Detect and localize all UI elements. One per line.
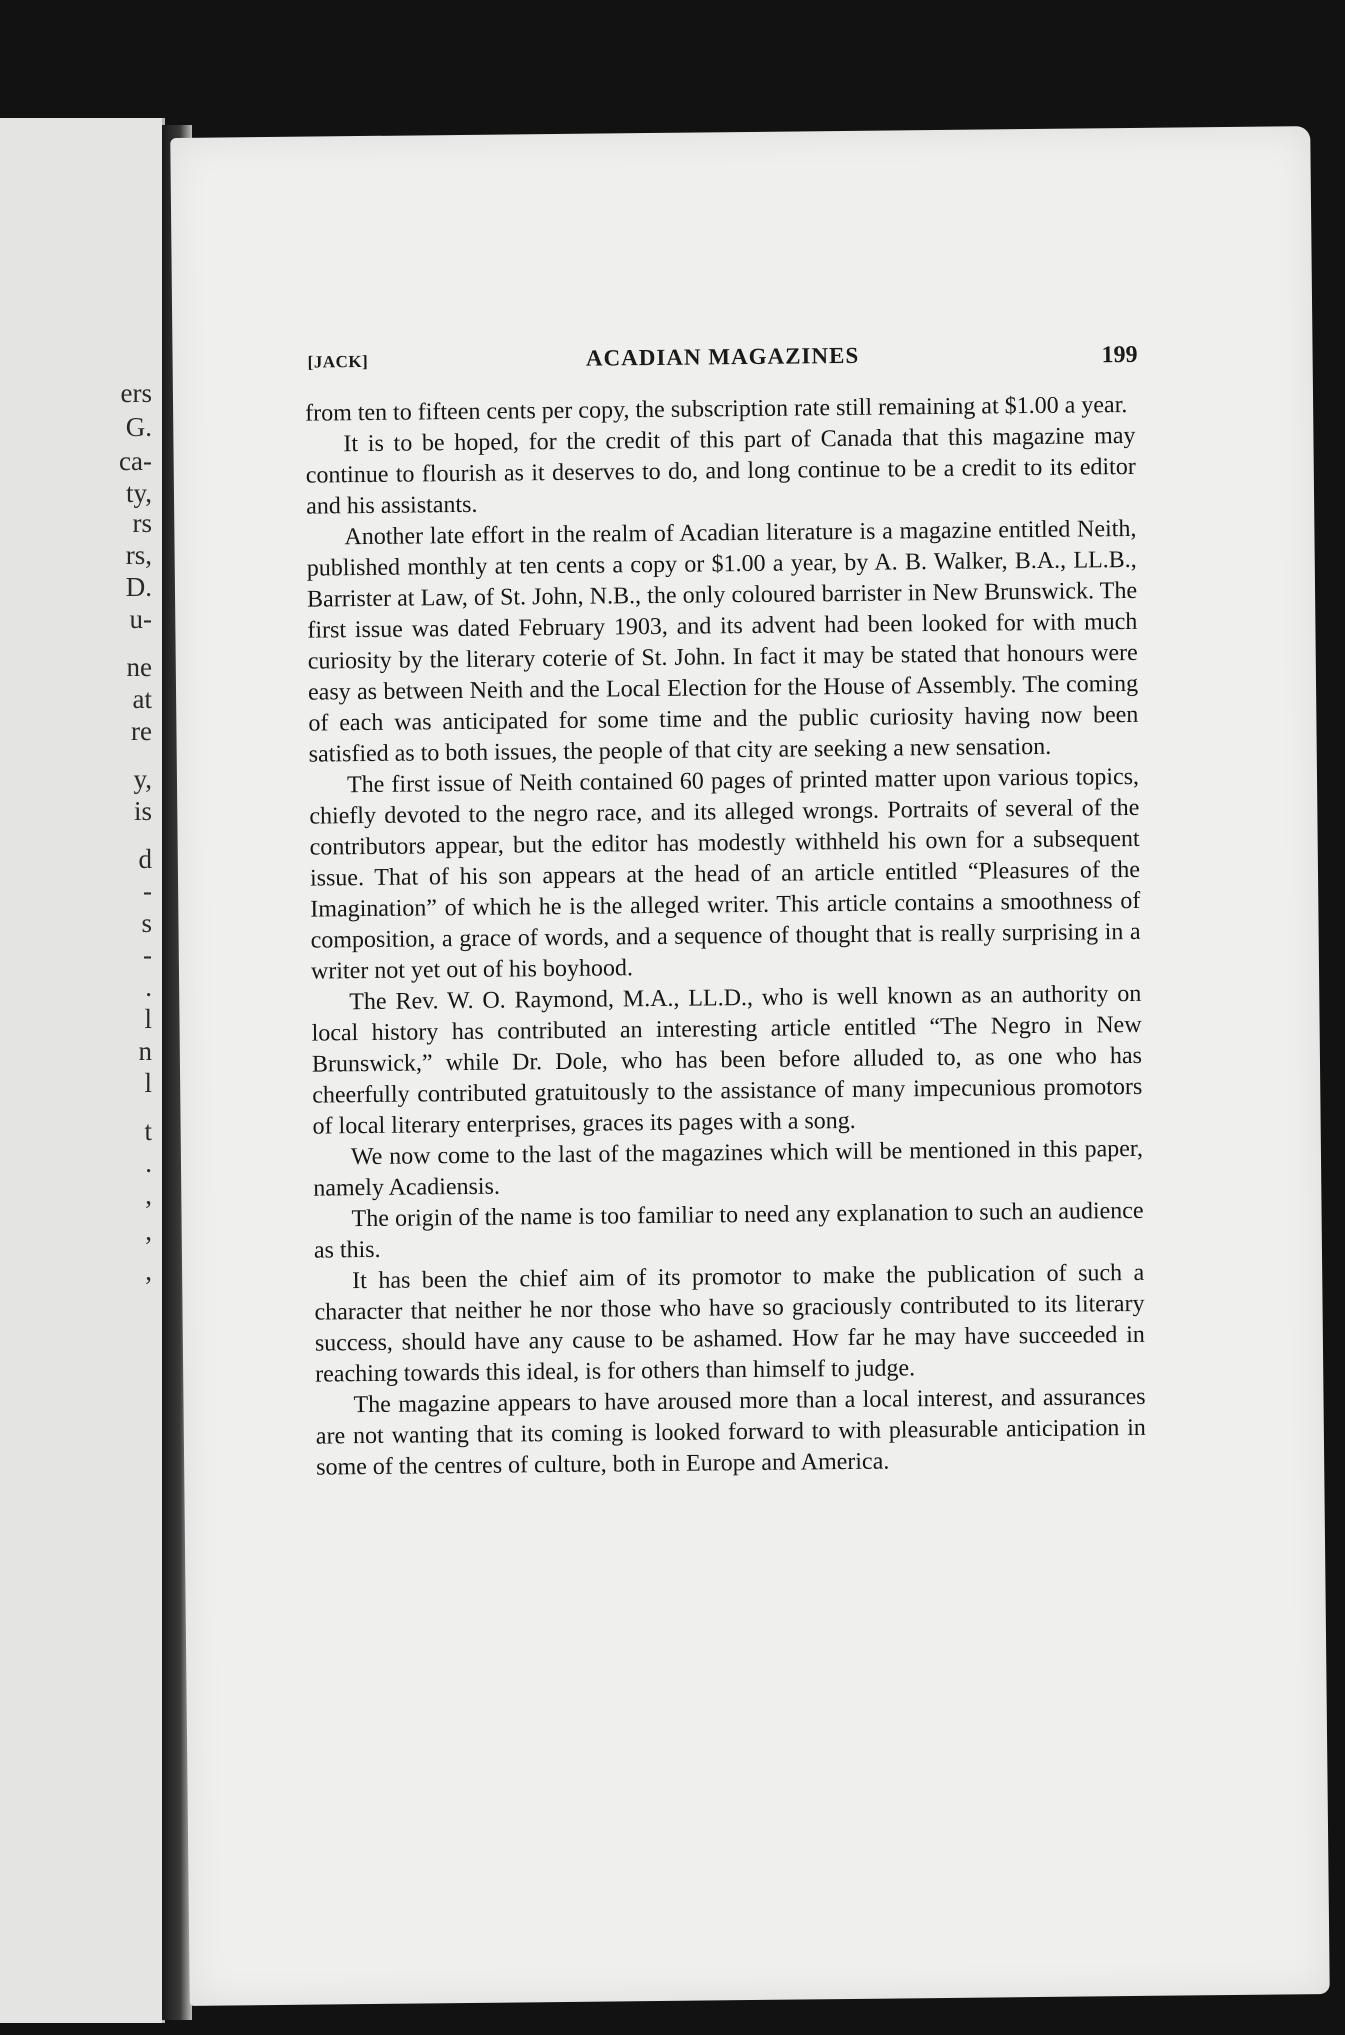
left-page-text-fragment: d <box>138 844 152 874</box>
left-page-text-fragment: . <box>145 972 152 1002</box>
paragraph: We now come to the last of the magazines which will be mentioned in this paper, namely Acadiensis. <box>313 1135 1144 1202</box>
left-page-text-fragment: t <box>144 1116 152 1146</box>
book-page <box>170 126 1329 2006</box>
paragraph: The origin of the name is too familiar to need any explanation to such an audience as this. <box>313 1197 1144 1264</box>
left-page-text-fragment: ca- <box>119 446 152 476</box>
left-page-text-fragment: re <box>131 716 152 746</box>
running-title: ACADIAN MAGAZINES <box>585 342 860 371</box>
running-header <box>307 340 1137 389</box>
paragraph: The Rev. W. O. Raymond, M.A., LL.D., who is well known as an authority on local history has contributed an interesting article entitled “The Negro in New Brunswick,” while Dr. Dole, who has been before alluded to, as one who has cheerfully contributed gratuitously to the assistance of many impecunious promotors of local literary enterprises, graces its pages with a song. <box>311 980 1143 1140</box>
left-page-text-fragment: is <box>133 796 152 826</box>
left-page-text-fragment: - <box>143 940 152 970</box>
left-page-text-fragment: rs, <box>125 540 152 570</box>
paragraph: from ten to fifteen cents per copy, the subscription rate still remaining at $1.00 a year. <box>305 392 1128 427</box>
left-page-text-fragment: s <box>141 908 152 938</box>
left-page-text-fragment: , <box>145 1180 152 1210</box>
left-page-text-fragment: at <box>132 684 152 714</box>
running-head-author: [JACK] <box>307 351 369 372</box>
left-page-text-fragment: ty, <box>126 478 152 508</box>
left-page-text-fragment: l <box>144 1068 152 1098</box>
left-page-text-fragment: ne <box>126 652 152 682</box>
paragraph: It has been the chief aim of its promotor to make the publication of such a character that neither he nor those who have so graciously contributed to its literary success, should have any cause to be ashamed. How far he may have succeeded in reaching towards this ideal, is for others than himself to judge. <box>314 1259 1145 1388</box>
left-page-text-fragment: y, <box>133 764 152 794</box>
left-page-text-fragment: - <box>143 876 152 906</box>
left-page-text-fragment: l <box>144 1004 152 1034</box>
paragraph: The first issue of Neith contained 60 pages of printed matter upon various topics, chiefly devoted to the negro race, and its alleged wrongs. Portraits of several of the contributors appear, but the editor has modestly withheld his own for a subsequent issue. That of his son appears at the head of an article entitled “Pleasures of the Imagination” of which he is the alleged writer. This article contains a smoothness of composition, a grace of words, and a sequence of thought that is really surprising in a writer not yet out of his boyhood. <box>309 763 1141 985</box>
left-page-text-fragment: D. <box>125 572 152 602</box>
left-page-text-fragment: ers <box>120 378 152 408</box>
paragraph: Another late effort in the realm of Acadian literature is a magazine entitled Neith, published monthly at ten cents a copy or $1.00 a year, by A. B. Walker, B.A., LL.B., Barrister at Law, of St. John, N.B., the only coloured barrister in New Brunswick. The first issue was dated February 1903, and its advent had been looked for with much curiosity by the literary coterie of St. John. In fact it may be stated that honours were easy as between Neith and the Local Election for the House of Assembly. The coming of each was anticipated for some time and the public curiosity having now been satisfied as to both issues, the people of that city are seeking a new sensation. <box>306 515 1139 768</box>
left-page-text-fragment: rs <box>132 508 152 538</box>
left-page-text-fragment: n <box>138 1036 152 1066</box>
left-page-text-fragment: u- <box>129 604 152 634</box>
paragraph: It is to be hoped, for the credit of this part of Canada that this magazine may continue to flourish as it deserves to do, and long continue to be a credit to its editor and his assistants. <box>305 422 1136 520</box>
left-page-text-fragment: G. <box>125 412 152 442</box>
left-page-text-fragment: . <box>145 1148 152 1178</box>
page-body <box>305 390 1146 1484</box>
left-facing-page <box>0 118 165 2023</box>
left-page-text-fragment: , <box>145 1216 152 1246</box>
page-number: 199 <box>1101 341 1138 369</box>
left-page-text-fragment: , <box>145 1256 152 1286</box>
paragraph: The magazine appears to have aroused more than a local interest, and assurances are not wanting that its coming is looked forward to with pleasurable anticipation in some of the centres of culture, both in Europe and America. <box>315 1383 1146 1481</box>
